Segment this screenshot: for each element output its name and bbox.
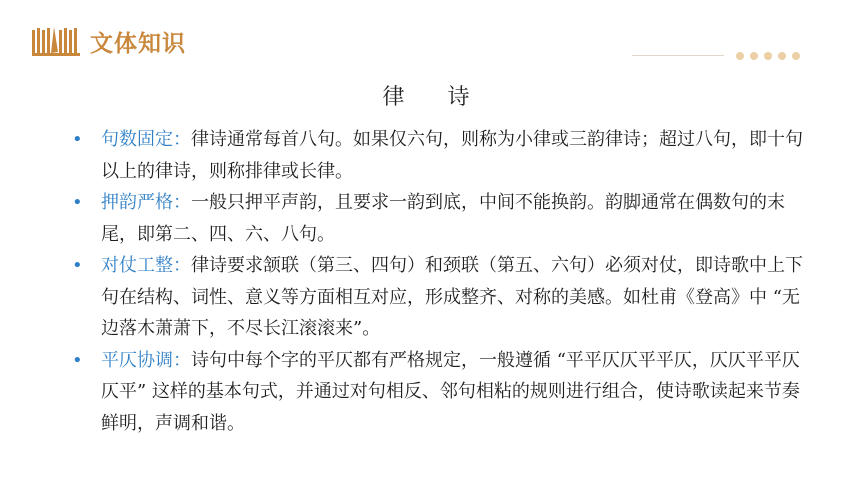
decorative-dots: [736, 52, 800, 60]
bullet-term: 平仄协调：: [101, 349, 191, 371]
bullet-list: [72, 124, 812, 439]
section-header: [32, 24, 186, 58]
decorative-dot: [750, 52, 758, 60]
bullet-text: 律诗通常每首八句。如果仅六句，则称为小律或三韵律诗；超过八句，即十句以上的律诗，则称排律或长律。: [101, 129, 803, 182]
decorative-divider: [632, 55, 724, 56]
bullet-item: [72, 187, 812, 250]
bullet-item: [72, 345, 812, 440]
decorative-dot: [736, 52, 744, 60]
bullet-term: 押韵严格：: [101, 192, 191, 213]
decorative-dot: [778, 52, 786, 60]
document-title: 律 诗: [382, 85, 488, 110]
decorative-dot: [764, 52, 772, 60]
bullet-item: [72, 124, 812, 187]
bullet-term: 对仗工整：: [101, 255, 191, 276]
bullet-marker: •: [72, 255, 83, 276]
bullet-marker: •: [72, 349, 83, 371]
section-title: 文体知识: [90, 30, 186, 57]
bullet-text: 诗句中每个字的平仄都有严格规定，一般遵循 “平平仄仄平平仄，仄仄平平仄仄平” 这样的基本句式，并通过对句相反、邻句相粘的规则进行组合，使诗歌读起来节奏鲜明，声调和谐。: [101, 349, 800, 434]
decorative-dot: [792, 52, 800, 60]
bullet-term: 句数固定：: [101, 129, 191, 150]
bullet-text: 一般只押平声韵，且要求一韵到底，中间不能换韵。韵脚通常在偶数句的末尾，即第二、四、六、八句。: [101, 192, 785, 245]
bullet-text: 律诗要求颔联（第三、四句）和颈联（第五、六句）必须对仗，即诗歌中上下句在结构、词性、意义等方面相互对应，形成整齐、对称的美感。如杜甫《登高》中 “无边落木萧萧下，不尽长江滚滚来”。: [101, 255, 803, 339]
bullet-marker: •: [72, 192, 83, 213]
bullet-marker: •: [72, 129, 83, 150]
bullet-item: [72, 250, 812, 345]
open-book-icon: [32, 26, 80, 56]
